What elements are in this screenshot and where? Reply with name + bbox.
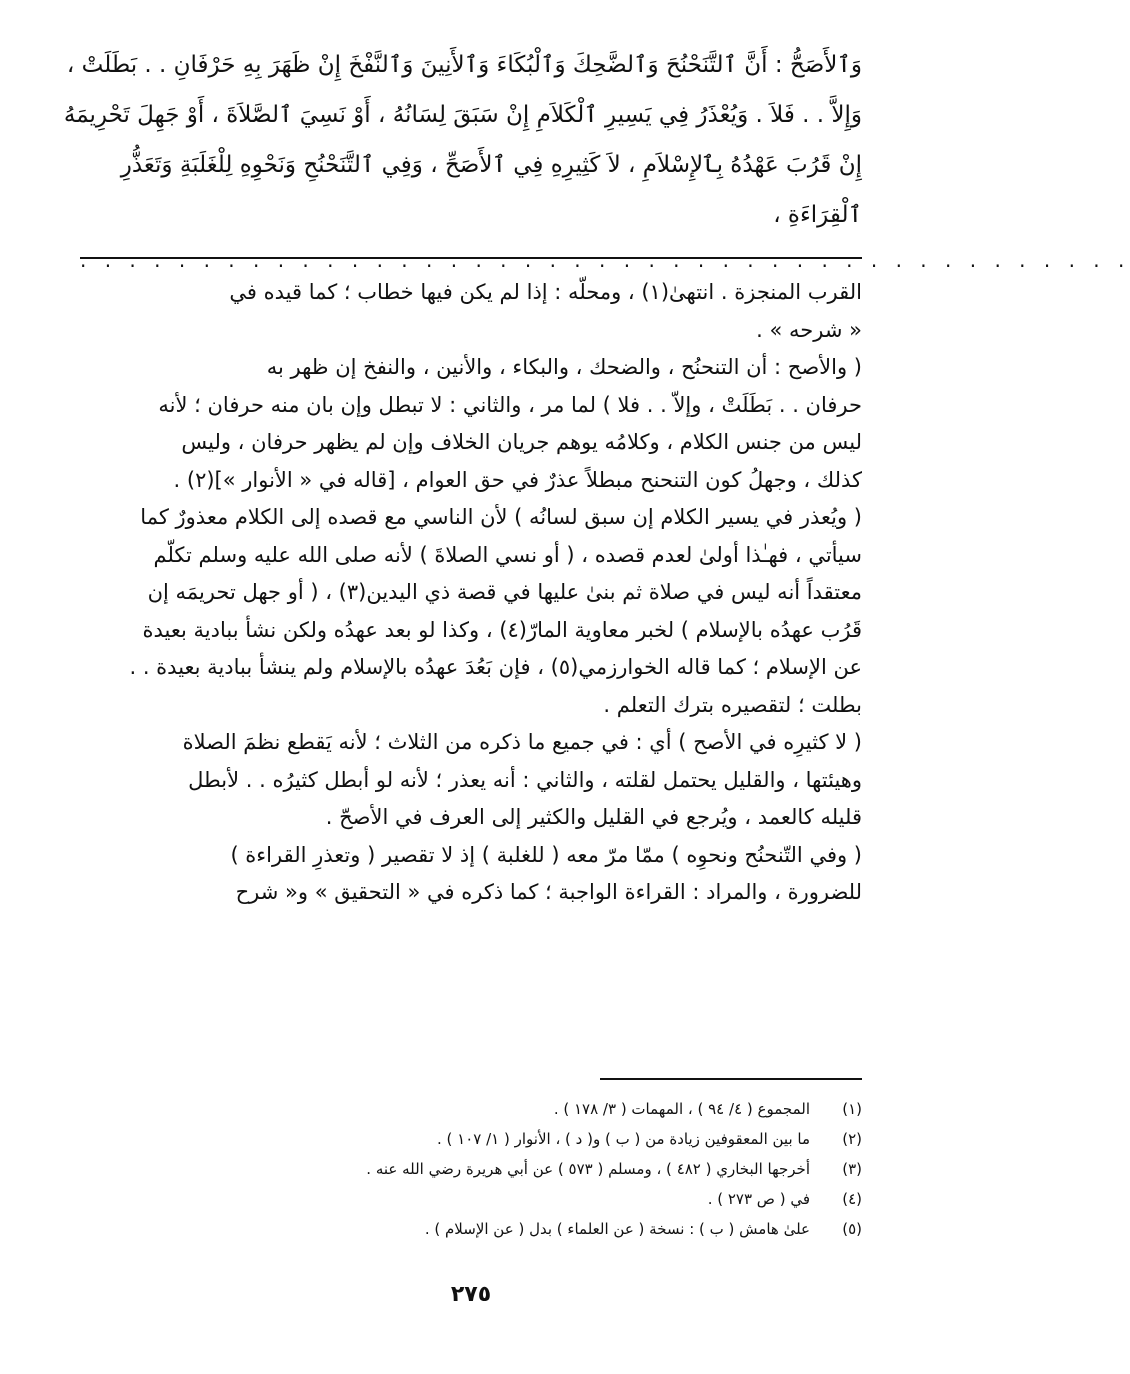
footnote-text: علىٰ هامش ( ب ) : نسخة ( عن العلماء ) بدل ( عن الإسلام ) . [424,1220,810,1238]
footnote-number: (٥) [842,1220,862,1238]
footnote-text: أخرجها البخاري ( ٤٨٢ ) ، ومسلم ( ٥٧٣ ) عن أبي هريرة رضي الله عنه . [366,1160,810,1178]
page-number: ٢٧٥ [450,1282,492,1307]
commentary-line: كذلك ، وجهلُ كون التنحنح مبطلاً عذرٌ في حق العوام ، [قاله في « الأنوار »](٢) . [173,467,862,492]
footnote-text: ما بين المعقوفين زيادة من ( ب ) و( د ) ، الأنوار ( ١/ ١٠٧ ) . [437,1130,810,1148]
matn-line: وَإِلاَّ . . فَلاَ . وَيُعْذَرُ فِي يَسِيرِ ٱلْكَلاَمِ إِنْ سَبَقَ لِسَانُهُ ، أَوْ نَسِيَ ٱلصَّلاَةَ ، أَوْ جَهِلَ تَحْرِيمَهُ [63,102,862,128]
commentary-line: بطلت ؛ لتقصيره بترك التعلم . [603,692,862,717]
matn-text-block [63,40,1130,280]
footnote-divider [600,1078,862,1080]
commentary-line: ( وفي التّنحنُح ونحوِه ) ممّا مرّ معه ( للغلبة ) إذ لا تقصير ( وتعذرِ القراءة ) [230,842,862,867]
commentary-line: « شرحه » . [756,317,862,342]
footnote-number: (٤) [842,1190,862,1208]
commentary-line: وهيئتها ، والقليل يحتمل لقلته ، والثاني : أنه يعذر ؛ لأنه لو أبطل كثيرُه . . لأبطل [188,767,862,792]
commentary-line: قَرُب عهدُه بالإسلام ) لخبر معاوية المارّ(٤) ، وكذا لو بعد عهدُه ولكن نشأ ببادية بعيدة [142,617,862,642]
commentary-line: قليله كالعمد ، ويُرجع في القليل والكثير إلى العرف في الأصحّ . [325,805,862,829]
footnote-number: (٢) [842,1130,862,1148]
commentary-line: ( لا كثيرِه في الأصح ) أي : في جميع ما ذكره من الثلاث ؛ لأنه يَقطع نظمَ الصلاة [182,730,862,754]
footnotes [80,1094,862,1244]
commentary-line: عن الإسلام ؛ كما قاله الخوارزمي(٥) ، فإن بَعُدَ عهدُه بالإسلام ولم ينشأ ببادية بعيدة . . [129,655,862,679]
commentary-line: ليس من جنس الكلام ، وكلامُه يوهم جريان الخلاف وإن لم يظهر حرفان ، وليس [181,430,862,454]
section-divider [80,257,862,259]
commentary-text-block [80,274,862,912]
footnote-text: المجموع ( ٤/ ٩٤ ) ، المهمات ( ٣/ ١٧٨ ) . [553,1100,810,1118]
matn-dotted-leader: . . . . . . . . . . . . . . . . . . . . . . . . . . . . . . . . . . . . . . . . . . . [80,248,1130,272]
footnote-text: في ( ص ٢٧٣ ) . [707,1190,810,1208]
commentary-line: حرفان . . بَطَلَتْ ، وإلاّ . . فلا ) لما مر ، والثاني : لا تبطل وإن بان منه حرفان ؛ لأنه [158,392,862,417]
footnote [80,1094,862,1124]
footnote-number: (١) [842,1100,862,1118]
footnote [80,1124,862,1154]
footnote [80,1154,862,1184]
commentary-line: ( ويُعذر في يسير الكلام إن سبق لسانُه ) لأن الناسي مع قصده إلى الكلام معذورٌ كما [140,505,862,529]
matn-line: ٱلْقِرَاءَةِ ، [773,202,862,228]
matn-line: وَٱلأَصَحُّ : أَنَّ ٱلتَّنَحْنُحَ وَٱلضَّحِكَ وَٱلْبُكَاءَ وَٱلأَنِينَ وَٱلنَّفْخَ إِنْ ظَهَرَ بِهِ حَرْفَانِ . . بَطَلَتْ ، [66,52,862,78]
footnote [80,1184,862,1214]
commentary-line: معتقداً أنه ليس في صلاة ثم بنىٰ عليها في قصة ذي اليدين(٣) ، ( أو جهل تحريمَه إن [147,580,862,604]
footnote-number: (٣) [842,1160,862,1178]
matn-line: إِنْ قَرُبَ عَهْدُهُ بِٱلإِسْلاَمِ ، لاَ كَثِيرِهِ فِي ٱلأَصَحِّ ، وَفِي ٱلتَّنَحْنُحِ وَنَحْوِهِ لِلْغَلَبَةِ وَتَعَذُّرِ [120,152,862,178]
commentary-line: سيأتي ، فهـٰذا أولىٰ لعدم قصده ، ( أو نسي الصلاةَ ) لأنه صلى الله عليه وسلم تكلّم [153,542,862,567]
commentary-line: للضرورة ، والمراد : القراءة الواجبة ؛ كما ذكره في « التحقيق » و« شرح [235,880,862,904]
commentary-line: ( والأصح : أن التنحنُح ، والضحك ، والبكاء ، والأنين ، والنفخ إن ظهر به [266,355,862,379]
footnote [80,1214,862,1244]
commentary-line: القرب المنجزة . انتهىٰ(١) ، ومحلّه : إذا لم يكن فيها خطاب ؛ كما قيده في [229,280,862,304]
